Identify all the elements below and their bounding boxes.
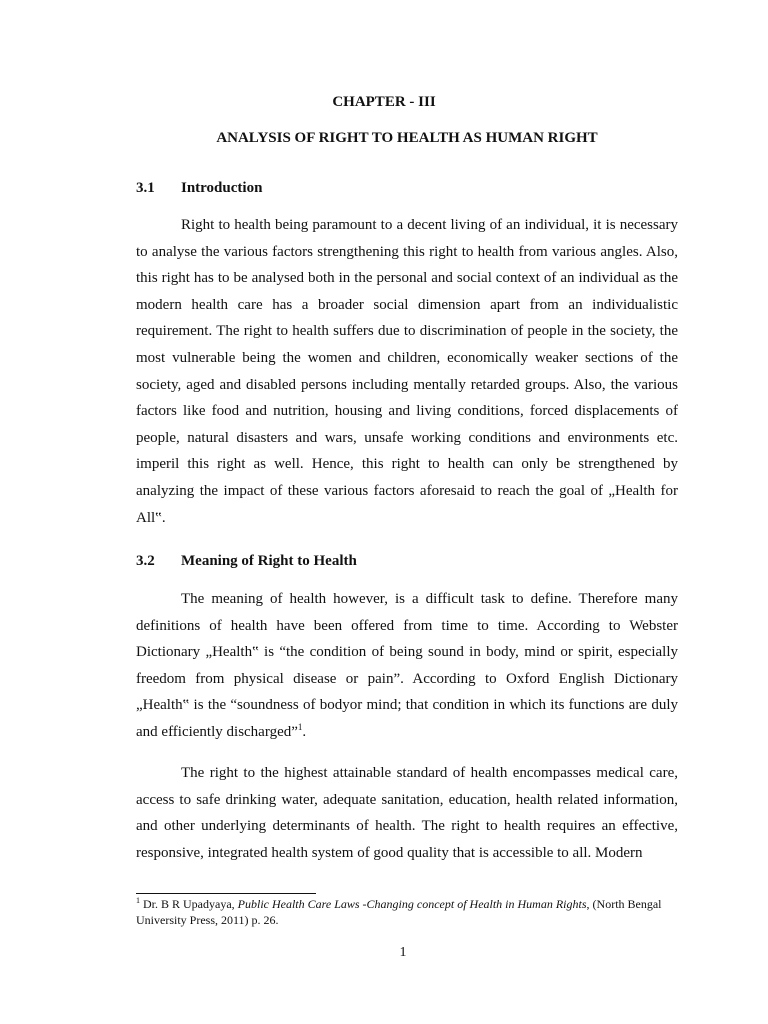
paragraph: The right to the highest attainable standard of health encompasses medical care, access to safe drinking water, adequate sanitation, education, health related information, and other underlying determinants of health. The right to health requires an effective, responsive, integrated health system of good quality that is accessible to all. Modern [136,765,678,861]
section-title: Introduction [181,180,263,196]
footnote [136,896,678,928]
section-heading-meaning [136,551,357,571]
footnote-details: , (North Bengal University Press, 2011) p. 26. [136,897,662,927]
paragraph [136,586,678,746]
footnote-marker: 1 [136,896,140,905]
section-title: Meaning of Right to Health [181,553,357,569]
section-number: 3.2 [136,553,155,569]
chapter-title: ANALYSIS OF RIGHT TO HEALTH AS HUMAN RIGHT [216,130,598,146]
paragraph-tail: . [302,723,307,740]
paragraph-text: The meaning of health however, is a difficult task to define. Therefore many definitions of health have been offered from time to time. According to Webster Dictionary „Health‟ is “the condition of being sound in body, mind or spirit, especially freedom from physical disease or pain”. According to Oxford English Dictionary „Health‟ is the “soundness of bodyor mind; that condition in which its functions are duly and efficiently discharged” [136,591,678,740]
section-number: 3.1 [136,180,155,196]
page-number: 1 [399,945,407,960]
paragraph: Right to health being paramount to a decent living of an individual, it is necessary to analyse the various factors strengthening this right to health from various angles. Also, this right has to be analysed both in the personal and social context of an individual as the modern health care has a broader social dimension apart from an individualistic requirement. The right to health suffers due to discrimination of people in the society, the most vulnerable being the women and children, economically weaker sections of the society, aged and disabled persons including mentally retarded groups. Also, the various factors like food and nutrition, housing and living conditions, forced displacements of people, natural disasters and wars, unsafe working conditions and environments etc. imperil this right as well. Hence, this right to health can only be strengthened by analyzing the impact of these various factors aforesaid to reach the goal of „Health for All‟. [136,217,678,526]
footnote-title: Public Health Care Laws -Changing concept of Health in Human Rights [237,897,587,911]
footnote-author: Dr. B R Upadyaya, [143,897,235,911]
section-heading-introduction [136,178,262,198]
footnote-separator [136,893,316,894]
footnote-reference[interactable]: 1 [297,721,303,732]
chapter-label: CHAPTER - III [332,94,436,110]
